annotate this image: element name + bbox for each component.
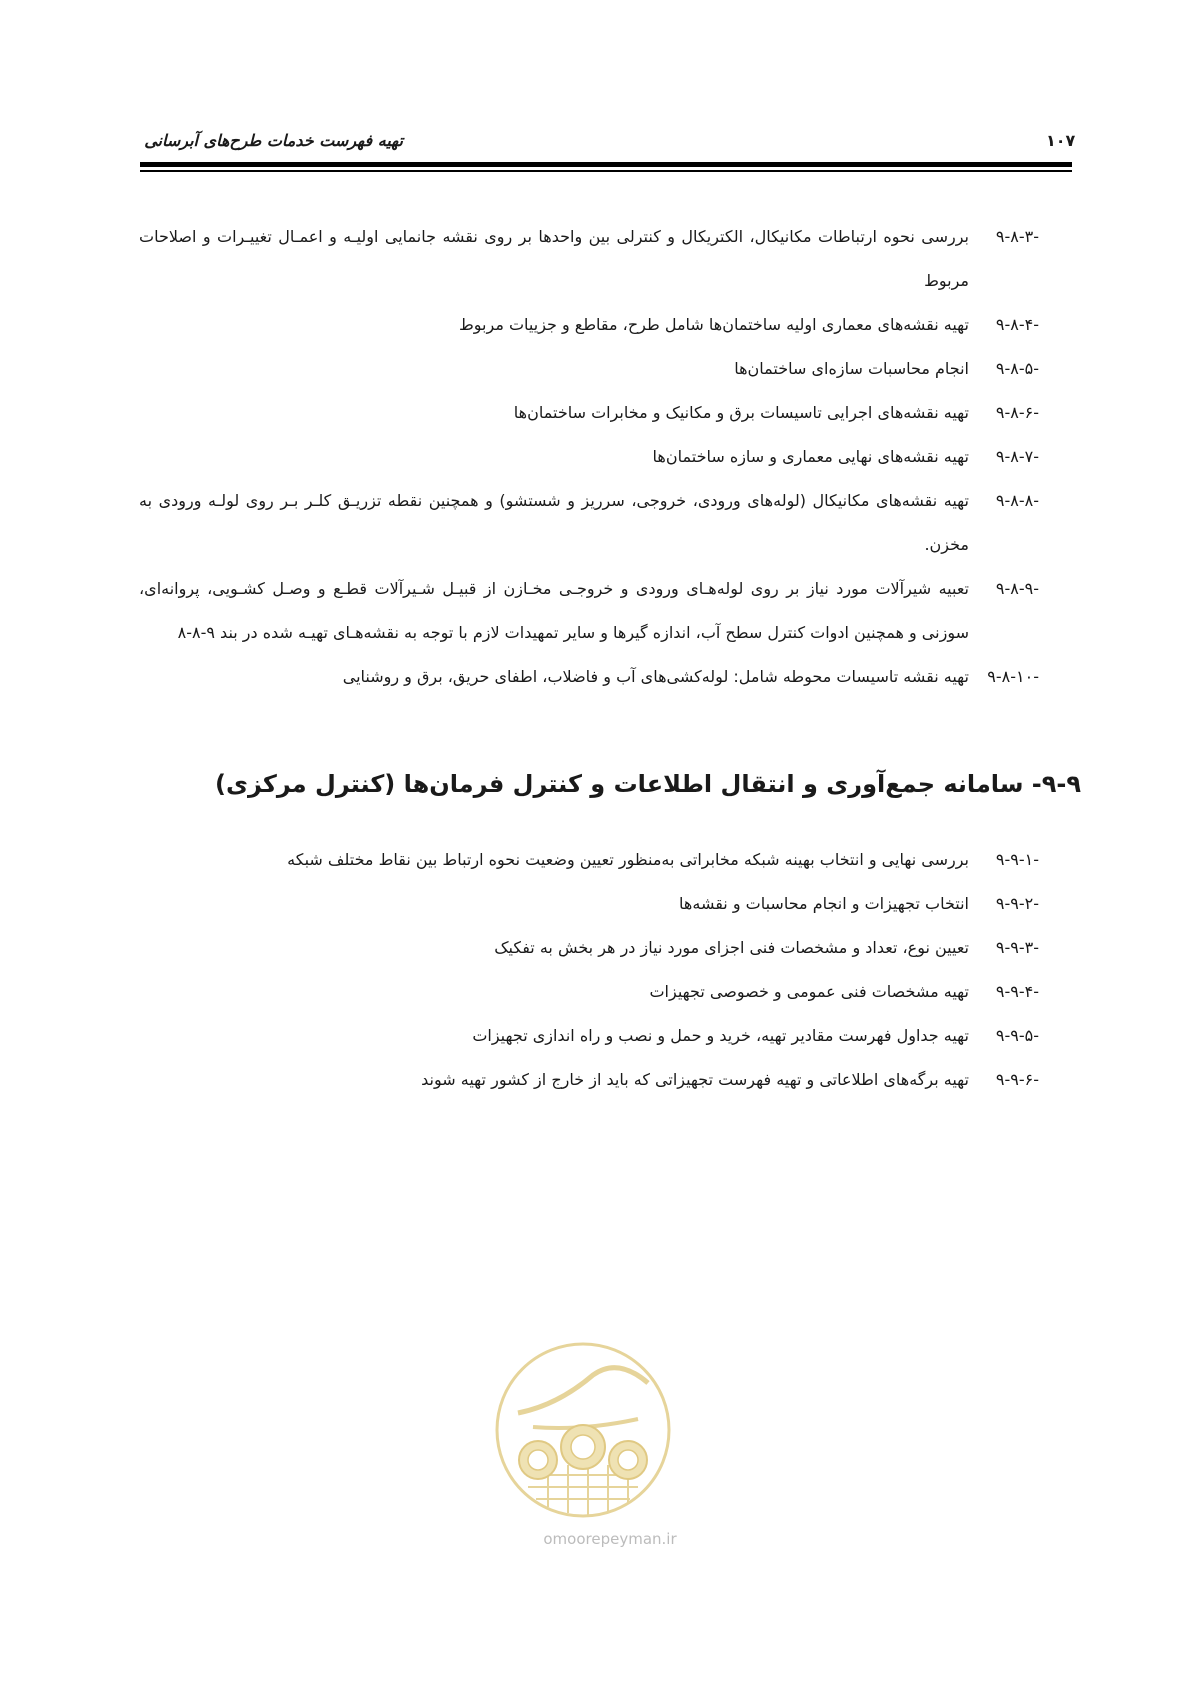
list-item <box>139 479 1039 567</box>
item-text: تهیه نقشه‌های نهایی معماری و سازه ساختمان‌ها <box>652 447 969 466</box>
item-number: ۹-۸-۵- <box>995 359 1039 378</box>
item-text: تعبیه شیرآلات مورد نیاز بر روی لوله‌هـای ورودی و خروجـی مخـازن از قبیـل شـیرآلات قطـع و وصـل کشـویی، پروانه‌ای، سوزنی و همچنین ادوات کنترل سطح آب، اندازه گیرها و سایر تمهیدات لازم با توجه به نقشه‌هـای تهیـه شده در بند ۹-۸-۸ <box>139 579 969 642</box>
item-number: ۹-۹-۴- <box>995 982 1039 1001</box>
item-number: ۹-۸-۶- <box>995 403 1039 422</box>
item-text: انجام محاسبات سازه‌ای ساختمان‌ها <box>734 359 969 378</box>
list-item <box>139 435 1039 479</box>
list-item <box>139 303 1039 347</box>
item-number: ۹-۸-۳- <box>995 227 1039 246</box>
header-rule-thin <box>140 170 1072 172</box>
item-text: تعیین نوع، تعداد و مشخصات فنی اجزای مورد نیاز در هر بخش به تفکیک <box>494 938 969 957</box>
item-number: ۹-۹-۶- <box>995 1070 1039 1089</box>
item-number: ۹-۸-۴- <box>995 315 1039 334</box>
list-item <box>139 926 1039 970</box>
item-text: تهیه نقشه تاسیسات محوطه شامل: لوله‌کشی‌های آب و فاضلاب، اطفای حریق، برق و روشنایی <box>342 667 969 686</box>
item-number: ۹-۹-۵- <box>995 1026 1039 1045</box>
section-9-list <box>139 838 1039 1102</box>
list-item <box>139 882 1039 926</box>
list-item <box>139 391 1039 435</box>
list-item <box>139 215 1039 303</box>
item-text: تهیه نقشه‌های مکانیکال (لوله‌های ورودی، خروجی، سرریز و شستشو) و همچنین نقطه تزریـق کلـر بـر روی لولـه ورودی به مخزن. <box>139 491 969 554</box>
item-text: تهیه برگه‌های اطلاعاتی و تهیه فهرست تجهیزاتی که باید از خارج از کشور تهیه شوند <box>421 1070 969 1089</box>
item-text: تهیه نقشه‌های اجرایی تاسیسات برق و مکانیک و مخابرات ساختمان‌ها <box>513 403 969 422</box>
item-number: ۹-۸-۸- <box>995 491 1039 510</box>
list-item <box>139 655 1039 699</box>
list-item <box>139 347 1039 391</box>
item-number: ۹-۸-۱۰- <box>987 667 1039 686</box>
page-number: ۱۰۷ <box>1046 131 1076 150</box>
item-text: بررسی نحوه ارتباطات مکانیکال، الکتریکال و کنترلی بین واحدها بر روی نقشه جانمایی اولیـه و اعمـال تغییـرات و اصلاحات مربوط <box>139 227 969 290</box>
list-item <box>139 1058 1039 1102</box>
item-text: تهیه نقشه‌های معماری اولیه ساختمان‌ها شامل طرح، مقاطع و جزییات مربوط <box>458 315 969 334</box>
item-number: ۹-۸-۷- <box>995 447 1039 466</box>
item-number: ۹-۹-۱- <box>995 850 1039 869</box>
section-heading: ۹-۹- سامانه جمع‌آوری و انتقال اطلاعات و کنترل فرمان‌ها (کنترل مرکزی) <box>215 770 1081 798</box>
watermark-url: omoorepeyman.ir <box>543 1530 677 1548</box>
item-number: ۹-۸-۹- <box>995 579 1039 598</box>
item-number: ۹-۹-۲- <box>995 894 1039 913</box>
item-text: بررسی نهایی و انتخاب بهینه شبکه مخابراتی به‌منظور تعیین وضعیت نحوه ارتباط بین نقاط مختلف شبکه <box>287 850 969 869</box>
item-text: انتخاب تجهیزات و انجام محاسبات و نقشه‌ها <box>679 894 969 913</box>
item-text: تهیه مشخصات فنی عمومی و خصوصی تجهیزات <box>649 982 969 1001</box>
watermark-logo <box>488 1335 678 1525</box>
list-item <box>139 567 1039 655</box>
header-rule-thick <box>140 162 1072 167</box>
item-number: ۹-۹-۳- <box>995 938 1039 957</box>
list-item <box>139 1014 1039 1058</box>
running-header-title: تهیه فهرست خدمات طرح‌های آبرسانی <box>144 131 403 150</box>
item-text: تهیه جداول فهرست مقادیر تهیه، خرید و حمل و نصب و راه اندازی تجهیزات <box>472 1026 969 1045</box>
list-item <box>139 970 1039 1014</box>
section-8-list <box>139 215 1039 699</box>
list-item <box>139 838 1039 882</box>
